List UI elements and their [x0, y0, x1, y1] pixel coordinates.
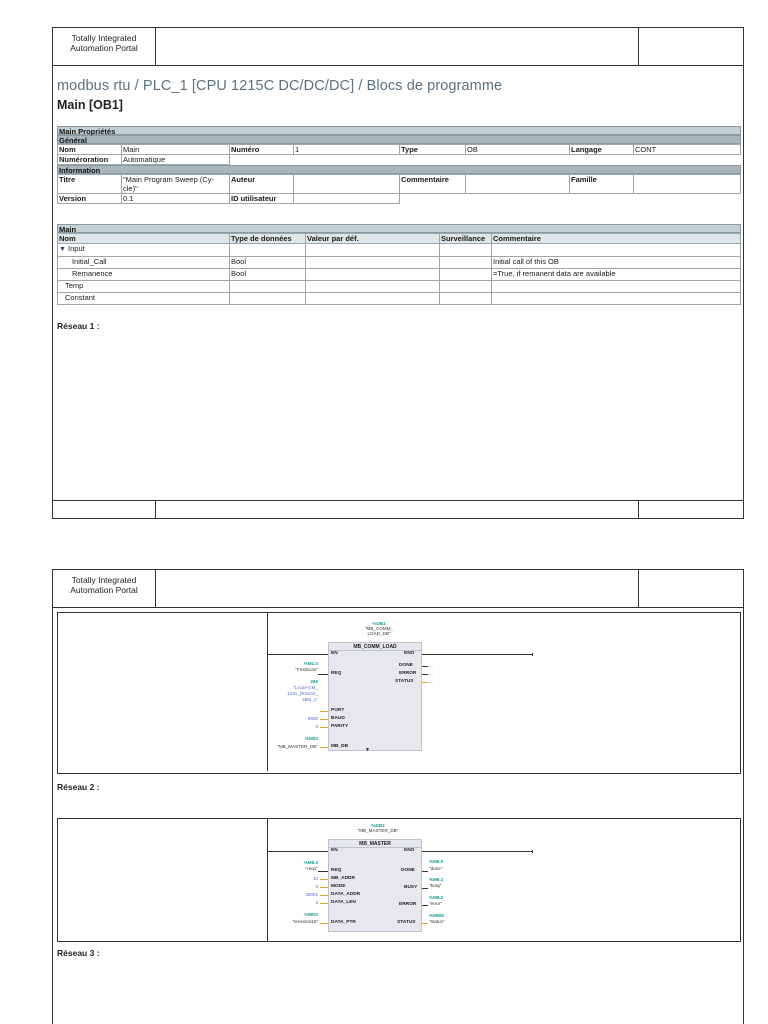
titre-value: "Main Program Sweep (Cy-cle)" — [122, 175, 230, 194]
fb1-port-name-line-2: 1241_(RS422_ — [287, 691, 318, 696]
nom-value: Main — [122, 145, 230, 155]
user-id-value — [294, 194, 400, 204]
fb1-pin-baud: BAUD — [331, 716, 345, 721]
network-1-title: Réseau 1 : — [57, 321, 100, 331]
fb1-mbdb-name: "MB_MASTER_DB" — [277, 744, 318, 749]
col-header-nom: Nom — [58, 234, 230, 244]
col-header-default: Valeur par déf. — [306, 234, 440, 244]
fb1-port-name-line-1: "Local~CM_ — [293, 685, 318, 690]
tia-portal-logo — [53, 570, 156, 607]
numerotation-label: Numéroration — [58, 155, 122, 165]
logo-line-1: Totally Integrated — [71, 33, 137, 43]
fb2-error-name: "error" — [429, 901, 442, 906]
row-type — [230, 293, 306, 305]
langage-value: CONT — [634, 145, 741, 155]
fb1-pin-req: REQ — [331, 671, 342, 676]
commentaire-label: Commentaire — [400, 175, 466, 194]
fb1-req-name: "FirstScan" — [295, 667, 318, 672]
row-comment — [492, 244, 741, 257]
row-type — [230, 281, 306, 293]
fb2-busy-address: %M6.1 — [429, 877, 444, 882]
information-table — [57, 174, 741, 204]
fb2-mode-value: 0 — [315, 884, 318, 889]
interface-section — [57, 224, 741, 305]
fb2-db-address: %DB2 — [371, 823, 385, 828]
fb2-pin-mode: MODE — [331, 884, 346, 889]
interface-header-row — [58, 234, 741, 244]
network-1-ladder[interactable] — [57, 612, 741, 774]
row-type: Bool — [230, 257, 306, 269]
titre-label: Titre — [58, 175, 122, 194]
fb2-pin-status: STATUS — [397, 920, 416, 925]
row-comment — [492, 293, 741, 305]
auteur-label: Auteur — [230, 175, 294, 194]
information-bar: Information — [57, 165, 741, 174]
fb2-pin-data-len: DATA_LEN — [331, 900, 356, 905]
fb2-data-addr-value: 30001 — [305, 892, 318, 897]
properties-bar: Main Propriétés — [57, 126, 741, 135]
row-surveillance — [440, 269, 492, 281]
page-footer — [53, 500, 743, 518]
commentaire-value — [466, 175, 570, 194]
fb1-port-name-line-3: 485)_1" — [302, 697, 318, 702]
fb2-pin-req: REQ — [331, 868, 342, 873]
version-label: Version — [58, 194, 122, 204]
fb1-pin-done: DONE — [399, 663, 413, 668]
row-type: Bool — [230, 269, 306, 281]
fb1-block-name: MB_COMM_LOAD — [329, 643, 421, 651]
type-label: Type — [400, 145, 466, 155]
auteur-value — [294, 175, 400, 194]
page-header — [53, 28, 743, 66]
famille-label: Famille — [570, 175, 634, 194]
fb1-pin-status: STATUS — [395, 679, 414, 684]
fb2-req-address: %M6.4 — [303, 860, 318, 865]
row-name-initial-call: Initial_Call — [58, 257, 230, 269]
fb2-db-name: "MB_MASTER_DB" — [357, 828, 399, 833]
version-value: 0.1 — [122, 194, 230, 204]
row-default — [306, 293, 440, 305]
row-surveillance — [440, 244, 492, 257]
row-name-input: ▼ Input — [58, 244, 230, 257]
fb1-db-name-line-2: LOAD_DB" — [367, 631, 391, 636]
table-row — [58, 269, 741, 281]
row-default — [306, 257, 440, 269]
row-surveillance — [440, 281, 492, 293]
general-row-1 — [58, 145, 741, 155]
fb2-data-len-value: 2 — [315, 900, 318, 905]
fb2-pin-en: EN — [331, 848, 338, 853]
general-bar: Général — [57, 135, 741, 144]
row-comment: Initial call of this OB — [492, 257, 741, 269]
fb2-error-address: %M6.2 — [429, 895, 444, 900]
fb1-parity-value: 0 — [315, 724, 318, 729]
table-row — [58, 244, 741, 257]
fb1-mbdb-address: %DB2 — [304, 736, 318, 741]
fb1-baud-value: 9600 — [307, 716, 318, 721]
network-3-title: Réseau 3 : — [57, 948, 100, 958]
table-row — [58, 257, 741, 269]
row-default — [306, 269, 440, 281]
information-row-2 — [58, 194, 741, 204]
numero-label: Numéro — [230, 145, 294, 155]
document-path-title: modbus rtu / PLC_1 [CPU 1215C DC/DC/DC] / Blocs de programme — [57, 78, 503, 94]
tia-portal-logo — [53, 28, 156, 65]
information-row-1 — [58, 175, 741, 194]
fb2-busy-name: "busy" — [429, 883, 442, 888]
fb2-pin-busy: BUSY — [404, 885, 418, 890]
interface-bar: Main — [57, 224, 741, 233]
numerotation-value: Automatique — [122, 155, 230, 165]
fb2-status-address: %MW8 — [429, 913, 444, 918]
row-name-constant: Constant — [58, 293, 230, 305]
general-table — [57, 144, 741, 165]
collapse-triangle-icon[interactable]: ▼ — [59, 246, 66, 253]
row-type — [230, 244, 306, 257]
fb1-pin-en: EN — [331, 651, 338, 656]
logo-line-2: Automation Portal — [70, 43, 138, 53]
fb2-req-name: "req1" — [305, 866, 318, 871]
table-row — [58, 281, 741, 293]
page-header — [53, 570, 743, 608]
fb2-ptr-name: "tensions10" — [292, 919, 318, 924]
langage-label: Langage — [570, 145, 634, 155]
document-page-2 — [52, 569, 744, 1024]
header-right-cell — [639, 570, 743, 607]
interface-table — [57, 233, 741, 305]
row-default — [306, 281, 440, 293]
fb1-out-error-value: ... — [429, 671, 433, 676]
fb1-pin-parity: PARITY — [331, 724, 349, 729]
document-page-1 — [52, 27, 744, 519]
row-surveillance — [440, 293, 492, 305]
header-right-cell — [639, 28, 743, 65]
fb2-status-name: "status" — [429, 919, 445, 924]
fb2-pin-eno: ENO — [404, 848, 415, 853]
properties-section — [57, 126, 741, 204]
row-name-remanence: Remanence — [58, 269, 230, 281]
header-middle-cell — [156, 570, 639, 607]
fb1-pin-error: ERROR — [399, 671, 417, 676]
network-2-title: Réseau 2 : — [57, 782, 100, 792]
logo-line-2: Automation Portal — [70, 585, 138, 595]
col-header-commentaire: Commentaire — [492, 234, 741, 244]
header-middle-cell — [156, 28, 639, 65]
mb-comm-load-block[interactable] — [328, 642, 422, 751]
row-comment — [492, 281, 741, 293]
block-title: Main [OB1] — [57, 98, 123, 112]
row-surveillance — [440, 257, 492, 269]
fb2-pin-data-ptr: DATA_PTR — [331, 920, 356, 925]
logo-line-1: Totally Integrated — [71, 575, 137, 585]
row-default — [306, 244, 440, 257]
general-row-2 — [58, 155, 741, 165]
fb1-pin-mb-db: MB_DB — [331, 744, 349, 749]
fb1-out-done-value: ... — [429, 663, 433, 668]
collapse-arrow-icon[interactable]: ▼ — [365, 747, 370, 753]
col-header-type: Type de données — [230, 234, 306, 244]
fb2-block-name: MB_MASTER — [329, 840, 421, 848]
fb1-db-address: %DB1 — [372, 621, 386, 626]
fb2-done-name: "done" — [429, 866, 443, 871]
fb1-req-address: %M1.0 — [303, 661, 318, 666]
fb1-pin-eno: ENO — [404, 651, 415, 656]
fb1-out-status-value: ... — [429, 679, 433, 684]
fb1-db-name-line-1: "MB_COMM_ — [364, 626, 394, 631]
network-2-ladder[interactable] — [57, 818, 741, 942]
fb2-ptr-address: %MD2 — [304, 912, 318, 917]
fb2-pin-mb-addr: MB_ADDR — [331, 876, 355, 881]
row-comment: =True, if remanent data are available — [492, 269, 741, 281]
fb2-done-address: %M6.0 — [429, 859, 444, 864]
type-value: OB — [466, 145, 570, 155]
row-name-temp: Temp — [58, 281, 230, 293]
nom-label: Nom — [58, 145, 122, 155]
fb1-pin-port: PORT — [331, 708, 345, 713]
fb2-pin-done: DONE — [401, 868, 415, 873]
fb1-port-value: 269 — [310, 679, 318, 684]
numero-value: 1 — [294, 145, 400, 155]
fb2-pin-error: ERROR — [399, 902, 417, 907]
col-header-surveillance: Surveillance — [440, 234, 492, 244]
fb2-mb-addr-value: 10 — [312, 876, 318, 881]
user-id-label: ID utilisateur — [230, 194, 294, 204]
table-row — [58, 293, 741, 305]
fb2-pin-data-addr: DATA_ADDR — [331, 892, 361, 897]
famille-value — [634, 175, 741, 194]
